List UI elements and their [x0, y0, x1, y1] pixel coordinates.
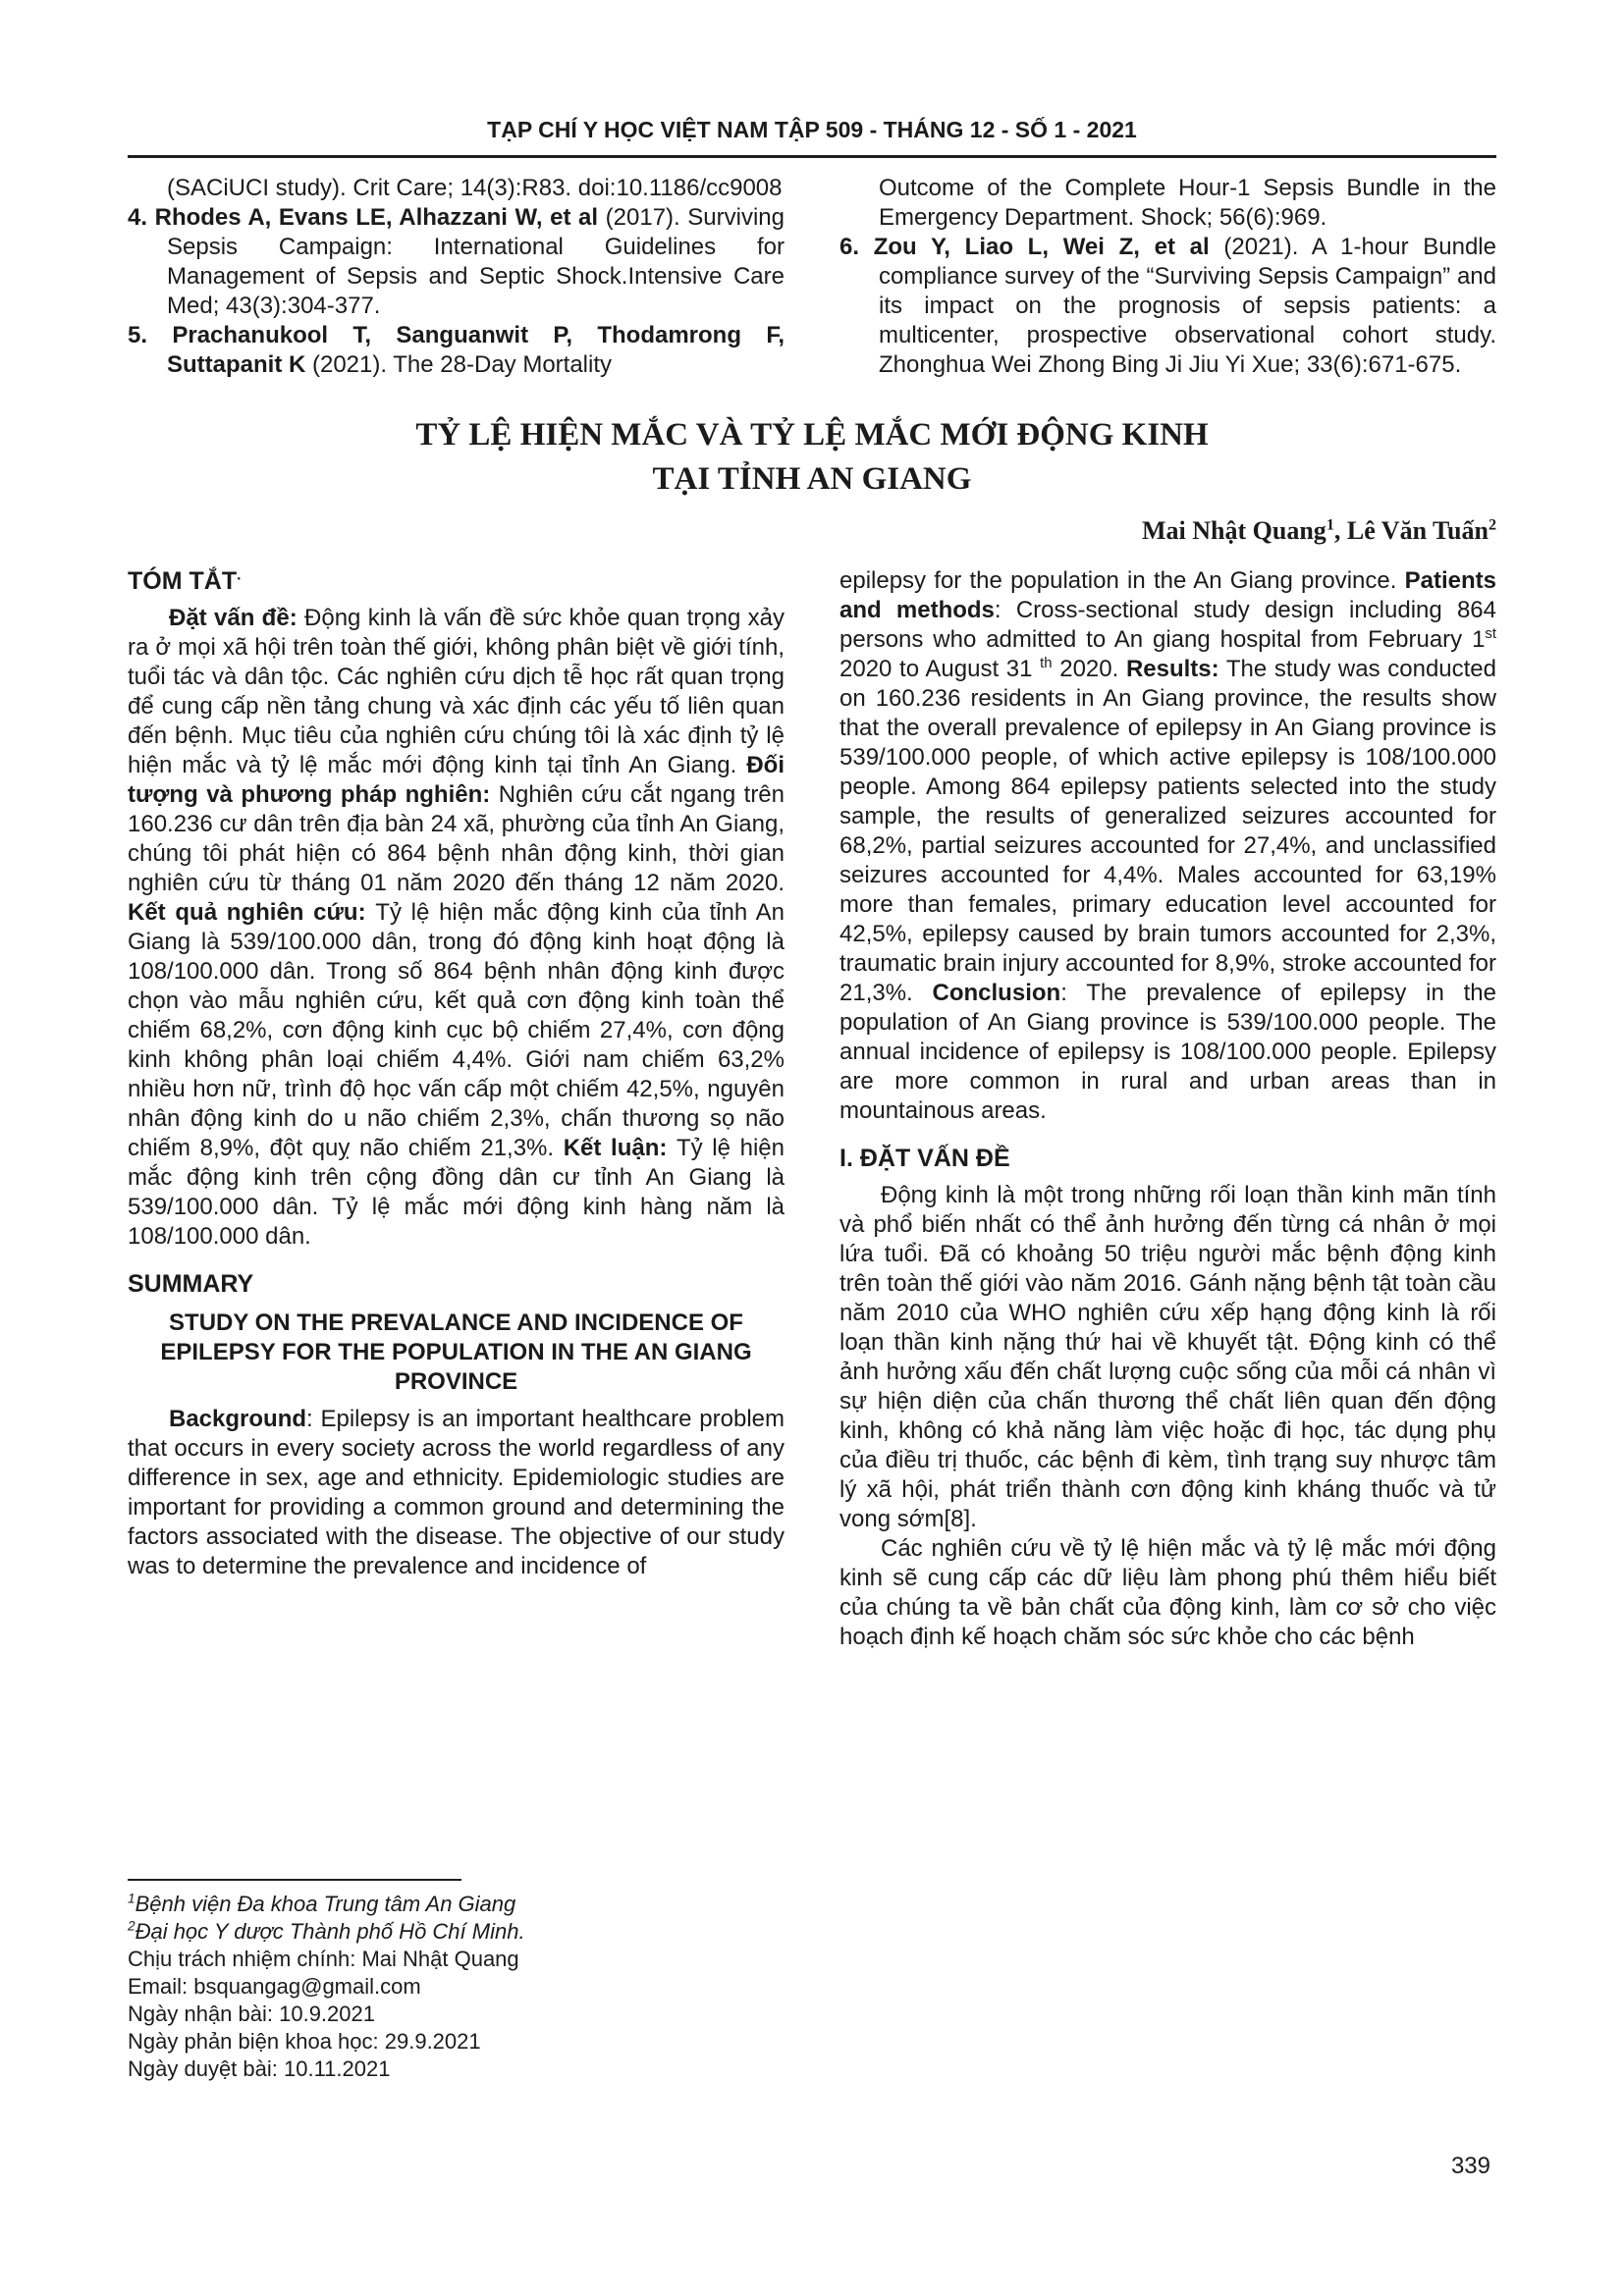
journal-header: TẠP CHÍ Y HỌC VIỆT NAM TẬP 509 - THÁNG 12 - SỐ 1 - 2021 [128, 116, 1496, 158]
article-body [128, 566, 1496, 2083]
references-right-column [839, 174, 1496, 380]
body-text: : Epilepsy is an important healthcare problem that occurs in every society across the world regardless of any difference in sex, age and ethnicity. Epidemiologic studies are important for providing a common ground and determining the factors associated with the disease. The objective of our study was to determine the prevalence and incidence of [128, 1406, 785, 1579]
affiliation-2 [128, 1918, 785, 1946]
left-column [128, 566, 785, 2083]
abstract-vi-heading-mark: . [237, 566, 242, 584]
body-text: Tỷ lệ hiện mắc động kinh của tỉnh An Giang là 539/100.000 dân, trong đó động kinh hoạt động là 108/100.000 dân. Trong số 864 bệnh nhân động kinh được chọn vào mẫu nghiên cứu, kết quả cơn động kinh toàn thể chiếm 68,2%, cơn động kinh cục bộ chiếm 27,4%, cơn động kinh không phân loại chiếm 4,4%. Giới nam chiếm 63,2% nhiều hơn nữ, trình độ học vấn cấp một chiếm 42,5%, nguyên nhân động kinh do u não chiếm 2,3%, chấn thương sọ não chiếm 8,9%, đột quỵ não chiếm 21,3%. [128, 899, 785, 1161]
run-in-label-ket-luan: Kết luận: [563, 1135, 677, 1161]
abstract-en-paragraph [839, 566, 1496, 1126]
run-in-label-ket-qua: Kết quả nghiên cứu: [128, 899, 376, 926]
article-title [128, 413, 1496, 502]
body-text: 2020 to August 31 [839, 656, 1041, 682]
run-in-label-background: Background [169, 1406, 307, 1432]
abstract-vi-heading [128, 566, 785, 596]
run-in-label-dat-van-de: Đặt vấn đề: [169, 605, 305, 631]
reference-text: (2021). The 28-Day Mortality [305, 351, 613, 378]
body-text: epilepsy for the population in the An Giang province. [839, 567, 1405, 594]
reference-authors: 6. Zou Y, Liao L, Wei Z, et al [839, 234, 1210, 260]
intro-section-heading: I. ĐẶT VẤN ĐỀ [839, 1145, 1010, 1172]
affiliation-2-text: Đại học Y dược Thành phố Hồ Chí Minh. [135, 1919, 525, 1944]
run-in-label-conclusion: Conclusion [932, 980, 1061, 1006]
footnote-block [128, 1855, 785, 2083]
summary-study-title: STUDY ON THE PREVALANCE AND INCIDENCE OF EPILEPSY FOR THE POPULATION IN THE AN GIANG PROVINCE [160, 1309, 752, 1395]
ordinal-suffix: th [1040, 656, 1053, 671]
body-text: Nghiên cứu cắt ngang trên 160.236 cư dân trên địa bàn 24 xã, phường của tỉnh An Giang, chúng tôi phát hiện có 864 bệnh nhân động kinh, thời gian nghiên cứu từ tháng 01 năm 2020 đến tháng 12 năm 2020. [128, 781, 785, 896]
accepted-date-line: Ngày duyệt bài: 10.11.2021 [128, 2056, 391, 2081]
affiliation-1-marker: 1 [128, 1891, 135, 1906]
intro-paragraph-2: Các nghiên cứu về tỷ lệ hiện mắc và tỷ lệ mắc mới động kinh sẽ cung cấp các dữ liệu làm phong phú thêm hiểu biết của chúng ta về bản chất của động kinh, làm cơ sở cho việc hoạch định kế hoạch chăm sóc sức khỏe cho các bệnh [839, 1535, 1496, 1650]
page-number: 339 [1450, 2153, 1490, 2179]
reference-item-6 [839, 233, 1496, 380]
reference-continuation: (SACiUCI study). Crit Care; 14(3):R83. doi:10.1186/cc9008 [167, 175, 783, 201]
body-text: The study was conducted on 160.236 residents in An Giang province, the results show that the overall prevalence of epilepsy in An Giang province is 539/100.000 people, of which active epilepsy is 108/100.000 people. Among 864 epilepsy patients selected into the study sample, the results of generalized seizures accounted for 68,2%, partial seizures accounted for 27,4%, and unclassified seizures accounted for 4,4%. Males accounted for 63,19% more than females, primary education level accounted for 42,5%, epilepsy caused by brain tumors accounted for 2,3%, traumatic brain injury accounted for 8,9%, stroke accounted for 21,3%. [839, 656, 1497, 1006]
abstract-vi-paragraph [128, 604, 785, 1252]
reference-text: (2021). A 1-hour Bundle compliance survey of the “Surviving Sepsis Campaign” and its impact on the prognosis of sepsis patients: a multicenter, prospective observational cohort study. Zhonghua Wei Zhong Bing Ji Jiu Yi Xue; 33(6):671-675. [879, 234, 1496, 378]
reviewed-date-line: Ngày phản biện khoa học: 29.9.2021 [128, 2029, 481, 2054]
body-text: 2020. [1052, 656, 1126, 682]
reference-text: (2017). Surviving Sepsis Campaign: International Guidelines for Management of Sepsis and Septic Shock.Intensive Care Med; 43(3):304-377. [167, 204, 785, 319]
affiliation-2-marker: 2 [128, 1918, 135, 1934]
run-in-label-patients-methods: Patients and methods [839, 567, 1496, 623]
body-text: Tỷ lệ hiện mắc động kinh trên cộng đồng dân cư tỉnh An Giang là 539/100.000 dân. Tỷ lệ mắc mới động kinh hàng năm là 108/100.000 dân. [128, 1135, 785, 1250]
body-text: : Cross-sectional study design including 864 persons who admitted to An giang hospital from February 1 [839, 597, 1497, 653]
intro-paragraph-1: Động kinh là một trong những rối loạn thần kinh mãn tính và phổ biến nhất có thể ảnh hưởng đến từng cá nhân ở mọi lứa tuổi. Đã có khoảng 50 triệu người mắc bệnh động kinh trên toàn thế giới vào năm 2016. Gánh nặng bệnh tật toàn cầu năm 2010 của WHO nghiên cứu xếp hạng động kinh là rối loạn thần kinh nặng thứ hai về khuyết tật. Động kinh có thể ảnh hưởng xấu đến chất lượng cuộc sống của mỗi cá nhân vì sự hiện diện của chấn thương thể chất liên quan đến động kinh, không có khả năng làm việc hoặc đi học, tác dụng phụ của điều trị thuốc, các bệnh đi kèm, tình trạng suy nhược tâm lý xã hội, phát triển thành cơn động kinh kháng thuốc và tử vong sớm[8]. [839, 1182, 1496, 1532]
email-line: Email: bsquangag@gmail.com [128, 1974, 421, 1999]
authors-line [128, 515, 1496, 547]
run-in-label-results: Results: [1125, 656, 1219, 682]
author-1-name: Mai Nhật Quang [1142, 516, 1326, 545]
run-in-label-doi-tuong: Đối tượng và phương pháp nghiên: [128, 752, 785, 808]
reference-item-4 [128, 203, 785, 321]
body-text: : The prevalence of epilepsy in the population of An Giang province is 539/100.000 people. The annual incidence of epilepsy is 108/100.000 people. Epilepsy are more common in rural and urban areas than in mountainous areas. [839, 980, 1497, 1124]
article-title-line-1: TỶ LỆ HIỆN MẮC VÀ TỶ LỆ MẮC MỚI ĐỘNG KINH [415, 417, 1209, 453]
references-left-column [128, 174, 785, 380]
affiliation-1-text: Bệnh viện Đa khoa Trung tâm An Giang [135, 1892, 516, 1916]
reference-authors: 4. Rhodes A, Evans LE, Alhazzani W, et al [128, 204, 599, 231]
references-section [128, 174, 1496, 380]
reference-item-5 [128, 321, 785, 380]
affiliation-1 [128, 1891, 785, 1918]
right-column [839, 566, 1496, 2083]
received-date-line: Ngày nhận bài: 10.9.2021 [128, 2002, 375, 2026]
article-title-line-2: TẠI TỈNH AN GIANG [652, 461, 972, 497]
author-2-affiliation-marker: 2 [1488, 516, 1496, 534]
corresponding-author-line: Chịu trách nhiệm chính: Mai Nhật Quang [128, 1947, 519, 1971]
body-text: Động kinh là vấn đề sức khỏe quan trọng xảy ra ở mọi xã hội trên toàn thế giới, không phân biệt về giới tính, tuổi tác và dân tộc. Các nghiên cứu dịch tễ học rất quan trọng để cung cấp nền tảng chung và xác định các yếu tố liên quan đến bệnh. Mục tiêu của nghiên cứu chúng tôi là xác định tỷ lệ hiện mắc và tỷ lệ mắc mới động kinh tại tỉnh An Giang. [128, 605, 785, 778]
reference-continuation: Outcome of the Complete Hour-1 Sepsis Bundle in the Emergency Department. Shock; 56(6):969. [879, 175, 1496, 231]
summary-background-paragraph [128, 1405, 785, 1581]
reference-authors: 5. Prachanukool T, Sanguanwit P, Thodamrong F, Suttapanit K [128, 322, 785, 378]
author-2-name: , Lê Văn Tuấn [1333, 516, 1489, 545]
ordinal-suffix: st [1485, 626, 1496, 642]
summary-heading: SUMMARY [128, 1270, 254, 1298]
author-1-affiliation-marker: 1 [1326, 516, 1334, 534]
footnote-rule [128, 1879, 461, 1881]
abstract-vi-heading-text: TÓM TẮT [128, 567, 238, 595]
